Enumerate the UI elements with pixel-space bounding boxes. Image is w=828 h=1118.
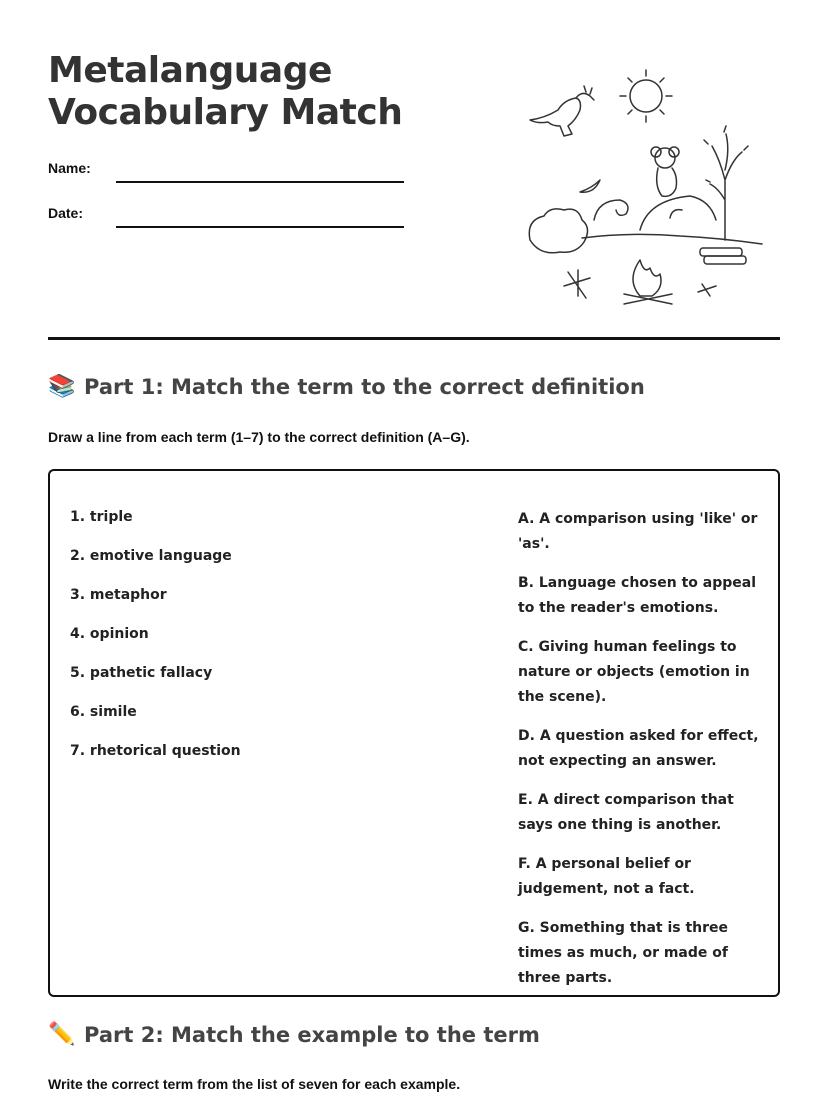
term-item[interactable]: 6. simile [70,704,137,720]
kangaroo-icon [530,86,594,136]
koala-icon [651,147,679,196]
logs-icon [700,248,746,264]
ground-line [582,234,762,244]
part1-heading-text: Part 1: Match the term to the correct definition [84,374,645,399]
campfire-icon [624,260,672,304]
definition-item[interactable]: C. Giving human feelings to nature or objects (emotion in the scene). [518,639,750,705]
definitions-list [518,507,766,1005]
australian-scene-illustration [520,60,770,310]
part1-instruction: Draw a line from each term (1–7) to the correct definition (A–G). [48,429,470,445]
books-icon: 📚 [48,374,76,399]
matching-box [48,469,780,997]
sticks-icon [564,270,716,298]
tree-icon [704,126,748,240]
part2-instruction: Write the correct term from the list of seven for each example. [48,1076,461,1092]
term-item[interactable]: 1. triple [70,509,133,525]
page-title [48,50,402,134]
name-field[interactable] [116,181,404,183]
term-item[interactable]: 2. emotive language [70,548,232,564]
date-field[interactable] [116,226,404,228]
part2-heading [48,1022,540,1047]
term-item[interactable]: 5. pathetic fallacy [70,665,213,681]
definition-item[interactable]: A. A comparison using 'like' or 'as'. [518,511,758,552]
bush-icon [529,209,587,253]
sun-icon [620,70,672,122]
date-label: Date: [48,205,84,221]
pencil-icon: ✏️ [48,1022,76,1047]
definition-item[interactable]: B. Language chosen to appeal to the reader's emotions. [518,575,756,616]
moon-icon [580,180,600,192]
term-item[interactable]: 3. metaphor [70,587,167,603]
definition-item[interactable]: F. A personal belief or judgement, not a fact. [518,856,695,897]
part1-heading [48,374,645,399]
definition-item[interactable]: E. A direct comparison that says one thing is another. [518,792,734,833]
section-divider [48,337,780,340]
term-item[interactable]: 4. opinion [70,626,149,642]
title-line-2: Vocabulary Match [48,92,403,133]
title-line-1: Metalanguage [48,50,332,91]
definition-item[interactable]: G. Something that is three times as much, or made of three parts. [518,920,729,986]
part2-heading-text: Part 2: Match the example to the term [84,1022,540,1047]
term-item[interactable]: 7. rhetorical question [70,743,241,759]
wave-icon [594,196,716,230]
terms-list [70,507,370,780]
name-label: Name: [48,160,91,176]
definition-item[interactable]: D. A question asked for effect, not expecting an answer. [518,728,759,769]
